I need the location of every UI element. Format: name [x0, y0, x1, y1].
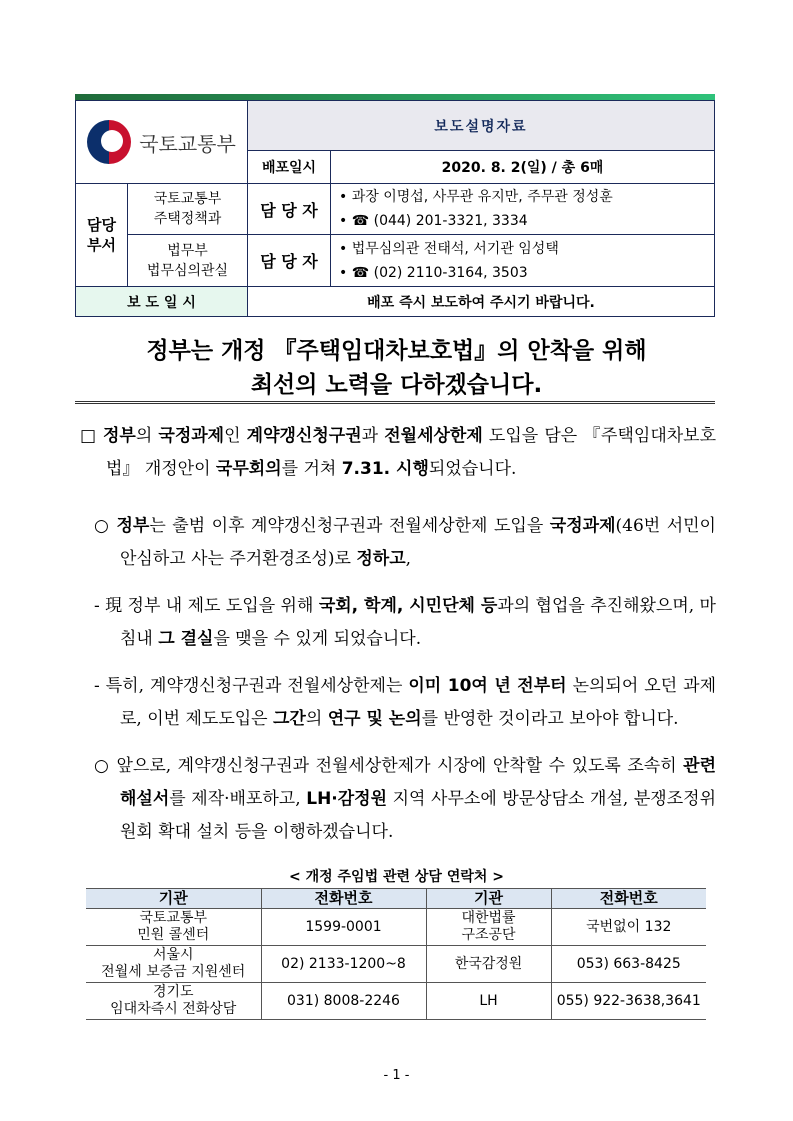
text-segment: - 특히, 계약갱신청구권과 전월세상한제는: [94, 676, 409, 696]
emphasis-text: 그 결실: [158, 629, 214, 649]
headline-line1: 정부는 개정 『주택임대차보호법』의 안착을 위해: [146, 338, 647, 364]
text-segment: 되었습니다.: [428, 459, 517, 479]
text-segment: 과의 협업을 추진해왔으며, 마침내: [120, 596, 716, 649]
text-segment: - 現 정부 내 제도 도입을 위해: [94, 596, 319, 616]
agency-cell: 경기도 임대차즉시 전화상담: [86, 983, 261, 1020]
phone-cell: 02) 2133-1200~8: [261, 946, 426, 983]
ministry-logo: [76, 120, 247, 164]
paragraph: [80, 420, 717, 486]
release-label: 보 도 일 시: [76, 287, 248, 317]
table-row: [86, 983, 706, 1020]
paragraph: [94, 510, 716, 576]
emphasis-text: 그간: [273, 709, 306, 729]
emphasis-text: 정부: [116, 516, 150, 536]
press-header: [75, 94, 715, 317]
emphasis-text: 국정과제: [549, 516, 616, 536]
agency-cell: 한국감정원: [426, 946, 551, 983]
divider: [75, 401, 715, 404]
phone-cell: 국번없이 132: [551, 909, 706, 946]
emphasis-text: 정부: [102, 426, 136, 446]
page-number: - 1 -: [383, 1068, 410, 1083]
text-segment: 를 제작·배포하고,: [169, 789, 307, 809]
emphasis-text: 관련 해설서: [120, 756, 716, 809]
emphasis-text: 국무회의: [215, 459, 282, 479]
dept-label: 담당 부서: [76, 184, 128, 287]
taegeuk-logo-icon: [87, 120, 131, 164]
emphasis-text: 국회, 학계, 시민단체 등: [318, 596, 498, 616]
text-segment: 의: [135, 426, 159, 446]
text-segment: 를 거쳐: [281, 459, 342, 479]
emphasis-text: 국정과제: [158, 426, 225, 446]
text-segment: 도입을 담은 『주택임대차보호법』 개정안이: [106, 426, 717, 479]
ministry-name: 국토교통부: [139, 131, 236, 156]
dept-org: 법무부: [167, 242, 208, 259]
text-segment: 지역 사무소에 방문상담소 개설, 분쟁조정위원회 확대 설치 등을 이행하겠습니다.: [120, 789, 716, 842]
dist-label: 배포일시: [248, 151, 331, 184]
table-row: [86, 946, 706, 983]
contact-phone: • ☎ (044) 201-3321, 3334: [339, 213, 528, 229]
contact-2: [331, 235, 715, 287]
headline: [0, 334, 793, 402]
agency-cell: 국토교통부 민원 콜센터: [86, 909, 261, 946]
contact-person: • 법무심의관 전태석, 서기관 임성택: [339, 240, 559, 257]
text-segment: □: [80, 426, 103, 446]
dist-value: 2020. 8. 2(일) / 총 6매: [331, 151, 715, 184]
phone-cell: 031) 8008-2246: [261, 983, 426, 1020]
text-segment: (46번 서민이 안심하고 사는 주거환경조성)로: [120, 516, 716, 569]
phone-cell: 1599-0001: [261, 909, 426, 946]
doc-type-title: 보도설명자료: [248, 101, 715, 151]
text-segment: ○: [94, 516, 117, 536]
emphasis-text: 연구 및 논의: [327, 709, 422, 729]
text-segment: 의: [305, 709, 328, 729]
emphasis-text: 이미 10여 년 전부터: [408, 676, 567, 696]
column-header: 전화번호: [551, 889, 706, 909]
contacts-table: [86, 888, 706, 1020]
emphasis-text: 정하고: [356, 549, 406, 569]
contact-person: • 과장 이명섭, 사무관 유지만, 주무관 정성훈: [339, 189, 613, 205]
contact-label: 담 당 자: [248, 184, 331, 235]
phone-cell: 055) 922-3638,3641: [551, 983, 706, 1020]
body-text: [80, 420, 716, 863]
emphasis-text: 계약갱신청구권: [246, 426, 362, 446]
text-segment: 논의되어 오던 과제로, 이번 제도도입은: [120, 676, 716, 729]
contact-label: 담 당 자: [248, 235, 331, 287]
dept-1: [128, 184, 248, 235]
column-header: 기관: [426, 889, 551, 909]
contact-1: [331, 184, 715, 235]
dept-2: [128, 235, 248, 287]
paragraph: [94, 590, 716, 656]
table-row: [86, 909, 706, 946]
text-segment: 을 맺을 수 있게 되었습니다.: [213, 629, 422, 649]
release-value: 배포 즉시 보도하여 주시기 바랍니다.: [248, 287, 715, 317]
paragraph: [94, 750, 716, 849]
contacts-caption: < 개정 주임법 관련 상담 연락처 >: [289, 869, 504, 885]
column-header: 기관: [86, 889, 261, 909]
text-segment: 는 출범 이후 계약갱신청구권과 전월세상한제 도입을: [149, 516, 550, 536]
text-segment: 과: [361, 426, 385, 446]
dept-unit: 주택정책과: [153, 211, 222, 227]
emphasis-text: 전월세상한제: [384, 426, 483, 446]
emphasis-text: LH·감정원: [306, 789, 388, 809]
text-segment: ○ 앞으로, 계약갱신청구권과 전월세상한제가 시장에 안착할 수 있도록 조속히: [94, 756, 684, 776]
emphasis-text: 7.31. 시행: [341, 459, 429, 479]
column-header: 전화번호: [261, 889, 426, 909]
text-segment: 인: [224, 426, 247, 446]
agency-cell: 서울시 전월세 보증금 지원센터: [86, 946, 261, 983]
agency-cell: 대한법률 구조공단: [426, 909, 551, 946]
dept-unit: 법무심의관실: [146, 262, 229, 279]
agency-cell: LH: [426, 983, 551, 1020]
contact-phone: • ☎ (02) 2110-3164, 3503: [339, 264, 528, 281]
text-segment: ,: [405, 549, 412, 569]
text-segment: 를 반영한 것이라고 보아야 합니다.: [421, 709, 679, 729]
headline-line2: 최선의 노력을 다하겠습니다.: [250, 372, 543, 398]
dept-org: 국토교통부: [153, 191, 222, 207]
phone-cell: 053) 663-8425: [551, 946, 706, 983]
paragraph: [94, 670, 716, 736]
